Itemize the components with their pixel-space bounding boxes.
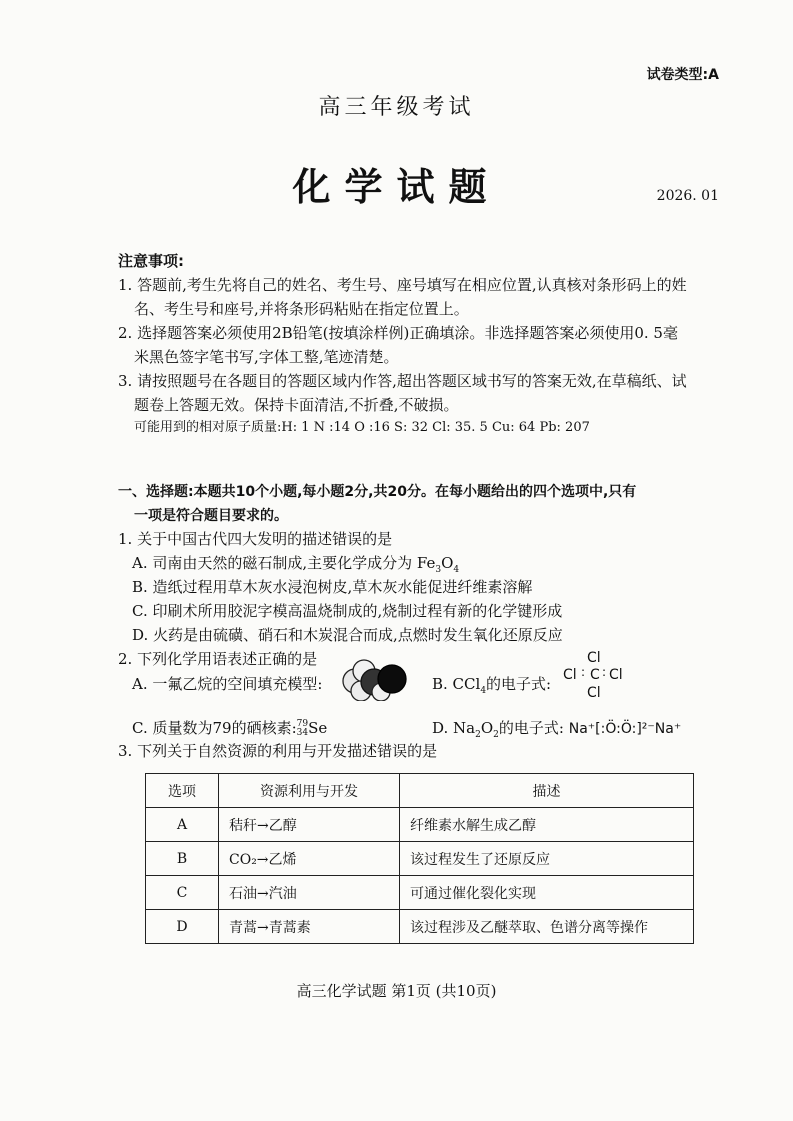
q2-option-b: B. CCl$_4$的电子式: (432, 675, 552, 696)
notes-heading: 注意事项: (118, 252, 184, 270)
notes-item: 米黑色签字笔书写,字体工整,笔迹清楚。 (134, 348, 399, 366)
q1-stem: 1. 关于中国古代四大发明的描述错误的是 (118, 530, 393, 548)
notes-item: 题卷上答题无效。保持卡面清洁,不折叠,不破损。 (134, 396, 459, 414)
fluoroethane-model-image (338, 659, 410, 701)
q1-option-a: A. 司南由天然的磁石制成,主要化学成分为 $Fe_3O_4$ (132, 554, 460, 575)
subject-title: 化学试题 (292, 165, 501, 209)
q3-stem: 3. 下列关于自然资源的利用与开发描述错误的是 (118, 742, 438, 760)
table-header: 描述 (400, 774, 694, 808)
table-row: C 石油→汽油 可通过催化裂化实现 (146, 876, 694, 910)
exam-type-label: 试卷类型:A (646, 67, 719, 83)
exam-date: 2026. 01 (656, 188, 719, 204)
table-row: A 秸秆→乙醇 纤维素水解生成乙醇 (146, 808, 694, 842)
q2-option-d: D. $Na_2O_2$的电子式: Na⁺[:Ö:Ö:]²⁻Na⁺ (432, 719, 682, 740)
q1-option-b: B. 造纸过程用草木灰水浸泡树皮,草木灰水能促进纤维素溶解 (132, 578, 533, 596)
q1-option-c: C. 印刷术所用胶泥字模高温烧制成的,烧制过程有新的化学键形成 (132, 602, 563, 620)
q2-stem: 2. 下列化学用语表述正确的是 (118, 650, 318, 668)
exam-title: 高三年级考试 (318, 95, 475, 120)
table-header: 选项 (146, 774, 219, 808)
notes-item: 2. 选择题答案必须使用2B铅笔(按填涂样例)正确填涂。非选择题答案必须使用0. 5毫 (118, 324, 678, 342)
table-row: D 青蒿→青蒿素 该过程涉及乙醚萃取、色谱分离等操作 (146, 910, 694, 944)
table-header-row (146, 774, 694, 808)
q2-option-a: A. 一氟乙烷的空间填充模型: (132, 675, 323, 693)
ccl4-lewis-structure: Cl Cl : C : Cl Cl (563, 650, 623, 701)
q3-table (145, 773, 694, 944)
notes-item: 名、考生号和座号,并将条形码粘贴在指定位置上。 (134, 300, 469, 318)
section1-heading-cont: 一项是符合题目要求的。 (134, 508, 288, 524)
table-header: 资源利用与开发 (219, 774, 400, 808)
table-row: B CO₂→乙烯 该过程发生了还原反应 (146, 842, 694, 876)
notes-item: 3. 请按照题号在各题目的答题区域内作答,超出答题区域书写的答案无效,在草稿纸、试 (118, 372, 687, 390)
section1-heading: 一、选择题:本题共10个小题,每小题2分,共20分。在每小题给出的四个选项中,只有 (118, 484, 637, 500)
notes-item: 1. 答题前,考生先将自己的姓名、考生号、座号填写在相应位置,认真核对条形码上的姓 (118, 276, 687, 294)
q1-option-d: D. 火药是由硫磺、硝石和木炭混合而成,点燃时发生氧化还原反应 (132, 626, 563, 644)
q2-option-c: C. 质量数为79的硒核素: 79 34 Se (132, 719, 328, 738)
page-footer: 高三化学试题 第1页 (共10页) (296, 982, 497, 1000)
atomic-mass-line: 可能用到的相对原子质量:H: 1 N :14 O :16 S: 32 Cl: 35. 5 Cu: 64 Pb: 207 (134, 420, 590, 435)
